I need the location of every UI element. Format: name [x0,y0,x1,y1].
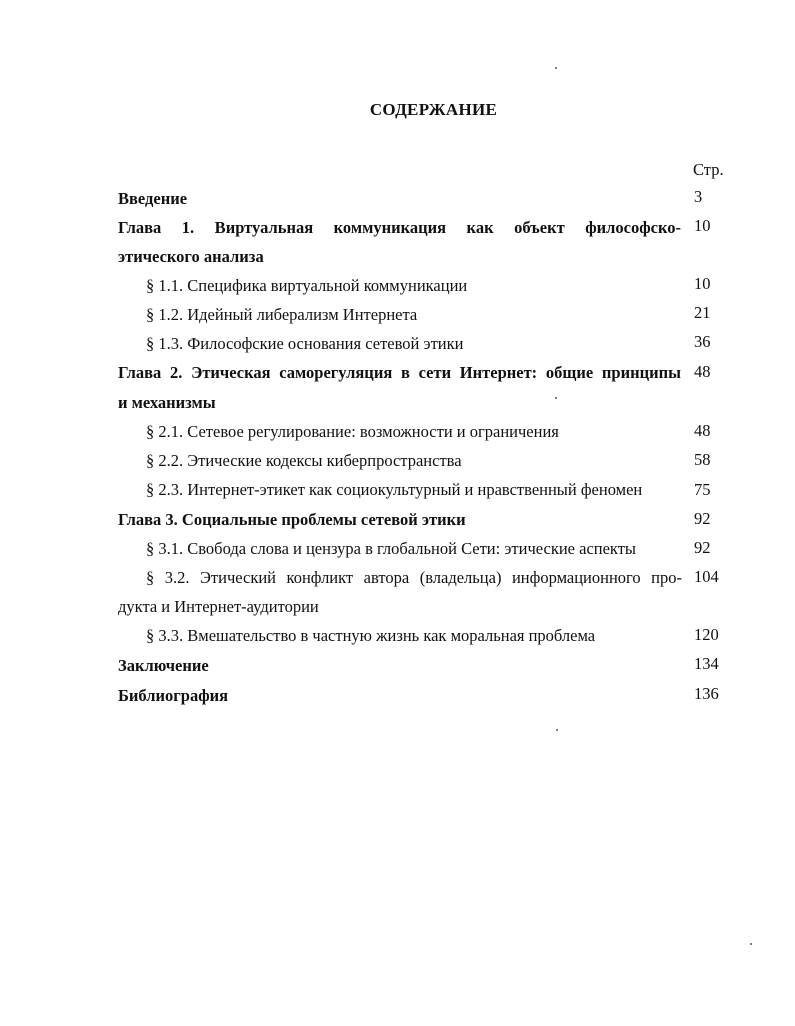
pages-column-header: Стр. [693,160,724,179]
toc-page-number: 10 [694,274,711,293]
toc-section-3-2-line1: § 3.2. Этический конфликт автора (владельца) информационного про- [146,568,682,587]
toc-page-number: 36 [694,332,711,351]
toc-section-3-3: § 3.3. Вмешательство в частную жизнь как моральная проблема [146,626,596,645]
toc-section-2-1: § 2.1. Сетевое регулирование: возможности и ограничения [146,422,559,441]
toc-chapter-2-line1: Глава 2. Этическая саморегуляция в сети Интернет: общие принципы [118,363,681,382]
toc-page-number: 3 [694,187,703,206]
toc-section-1-2: § 1.2. Идейный либерализм Интернета [146,305,418,324]
toc-page-number: 120 [694,625,719,644]
scan-speck [750,943,752,945]
toc-section-2-2: § 2.2. Этические кодексы киберпространства [146,451,462,470]
toc-section-1-3: § 1.3. Философские основания сетевой этики [146,334,464,353]
page-title: СОДЕРЖАНИЕ [369,100,498,119]
toc-page-number: 48 [694,362,711,381]
toc-section-3-1: § 3.1. Свобода слова и цензура в глобальной Сети: этические аспекты [146,539,637,558]
toc-chapter-1-line1: Глава 1. Виртуальная коммуникация как объект философско- [118,218,681,237]
toc-section-2-3: § 2.3. Интернет-этикет как социокультурный и нравственный феномен [146,480,643,499]
toc-page-number: 104 [694,567,719,586]
toc-page-number: 48 [694,421,711,440]
toc-chapter-2-line2: и механизмы [118,393,216,412]
toc-page-number: 10 [694,216,711,235]
toc-bibliography: Библиография [118,686,229,705]
toc-intro: Введение [118,189,188,208]
toc-section-1-1: § 1.1. Специфика виртуальной коммуникации [146,276,468,295]
toc-page-number: 21 [694,303,711,322]
toc-chapter-1-line2: этического анализа [118,247,264,266]
toc-page-number: 92 [694,538,711,557]
toc-page-number: 136 [694,684,719,703]
toc-page-number: 75 [694,480,711,499]
toc-chapter-3: Глава 3. Социальные проблемы сетевой этики [118,510,466,529]
scan-speck [556,729,558,731]
scan-speck [555,67,557,69]
toc-section-3-2-line2: дукта и Интернет-аудитории [118,597,319,616]
toc-page-number: 58 [694,450,711,469]
toc-conclusion: Заключение [118,656,209,675]
toc-page-number: 134 [694,654,719,673]
scan-speck [555,397,557,399]
toc-page-number: 92 [694,509,711,528]
